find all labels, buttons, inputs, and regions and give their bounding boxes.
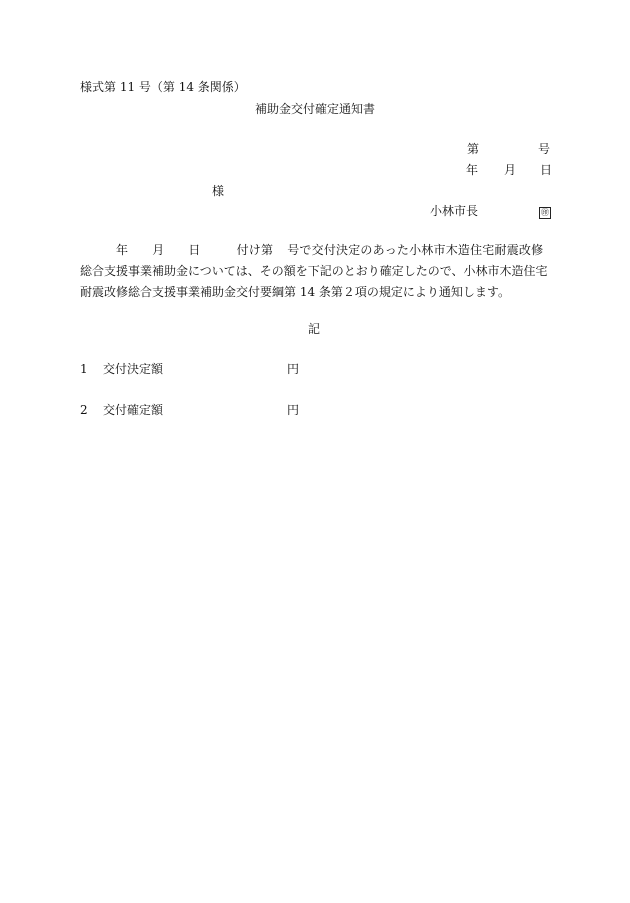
- doc-number-prefix: 第: [467, 142, 480, 156]
- item-1: [80, 362, 88, 376]
- document-title: 補助金交付確定通知書: [255, 102, 376, 116]
- ki-heading: 記: [308, 322, 321, 336]
- item-1-unit: 円: [287, 362, 300, 376]
- issuer-seal: [539, 204, 551, 219]
- body-day: 日: [188, 243, 201, 257]
- body-line-2: 総合支援事業補助金については、その額を下記のとおり確定したので、小林市木造住宅: [80, 264, 548, 278]
- date-day: 日: [540, 163, 553, 177]
- doc-number-suffix: 号: [538, 142, 551, 156]
- item-2-label: 交付確定額: [103, 403, 164, 417]
- seal-icon: ㊞: [541, 208, 549, 217]
- date-month: 月: [504, 163, 517, 177]
- body-year: 年: [116, 243, 129, 257]
- issuer-name: 小林市長: [430, 204, 479, 218]
- body-line-1: [80, 240, 555, 261]
- body-month: 月: [152, 243, 165, 257]
- item-1-label: 交付決定額: [103, 362, 164, 376]
- item-1-number: 1: [80, 362, 88, 376]
- body-text: [80, 240, 555, 303]
- item-2-number: 2: [80, 403, 88, 417]
- form-number: 様式第 11 号（第 14 条関係）: [80, 80, 246, 94]
- body-line-1-rest: 号で交付決定のあった小林市木造住宅耐震改修: [287, 243, 544, 257]
- item-2-unit: 円: [287, 403, 300, 417]
- body-line-3: 耐震改修総合支援事業補助金交付要綱第 14 条第２項の規定により通知します。: [80, 285, 510, 299]
- item-2: [80, 403, 88, 417]
- recipient-suffix: 様: [212, 184, 225, 198]
- date-year: 年: [466, 163, 479, 177]
- body-tsuke: 付け第: [236, 243, 274, 257]
